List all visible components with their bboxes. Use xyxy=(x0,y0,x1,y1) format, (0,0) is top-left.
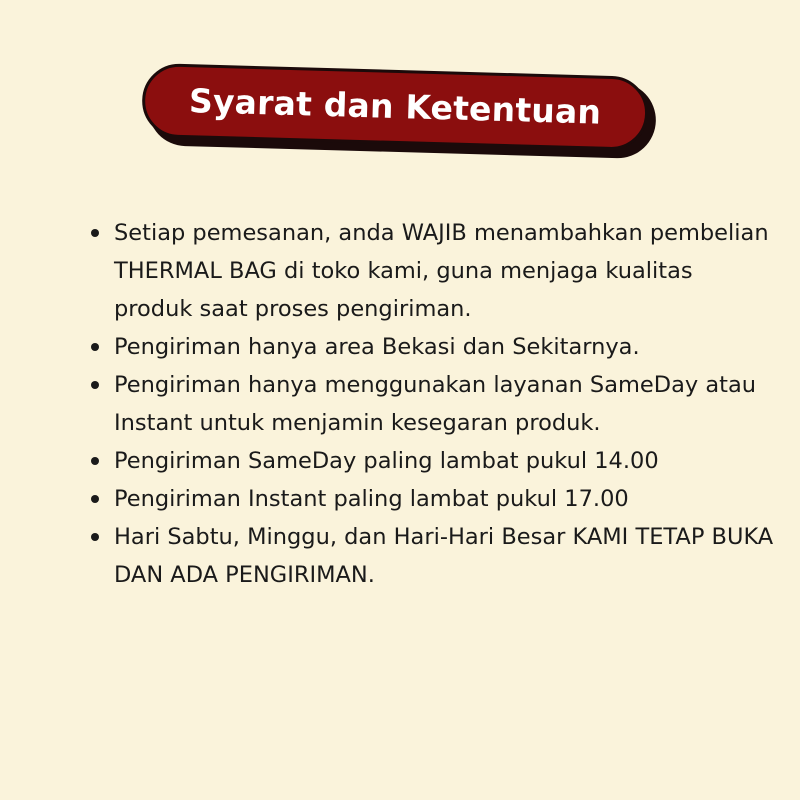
bullet-icon xyxy=(91,457,99,465)
term-text: Pengiriman hanya menggunakan layanan SameDay atau Instant untuk menjamin kesegaran produk. xyxy=(114,372,756,436)
bullet-icon xyxy=(91,229,99,237)
title-banner-pill xyxy=(141,63,649,151)
term-item-area xyxy=(88,328,778,366)
title-banner xyxy=(141,63,655,159)
terms-list xyxy=(88,214,778,594)
term-text: Setiap pemesanan, anda WAJIB menambahkan pembelian THERMAL BAG di toko kami, guna menjaga kualitas produk saat proses pengiriman. xyxy=(114,220,769,322)
term-text: Pengiriman hanya area Bekasi dan Sekitarnya. xyxy=(114,334,640,360)
bullet-icon xyxy=(91,495,99,503)
term-item-holidays xyxy=(88,518,778,594)
term-item-sameday-time xyxy=(88,442,778,480)
bullet-icon xyxy=(91,343,99,351)
bullet-icon xyxy=(91,381,99,389)
term-item-instant-time xyxy=(88,480,778,518)
term-item-service xyxy=(88,366,778,442)
term-text: Hari Sabtu, Minggu, dan Hari-Hari Besar KAMI TETAP BUKA DAN ADA PENGIRIMAN. xyxy=(114,524,774,588)
term-item-thermal-bag xyxy=(88,214,778,328)
term-text: Pengiriman SameDay paling lambat pukul 14.00 xyxy=(114,448,659,474)
bullet-icon xyxy=(91,533,99,541)
page-title: Syarat dan Ketentuan xyxy=(188,80,602,132)
term-text: Pengiriman Instant paling lambat pukul 17.00 xyxy=(114,486,629,512)
